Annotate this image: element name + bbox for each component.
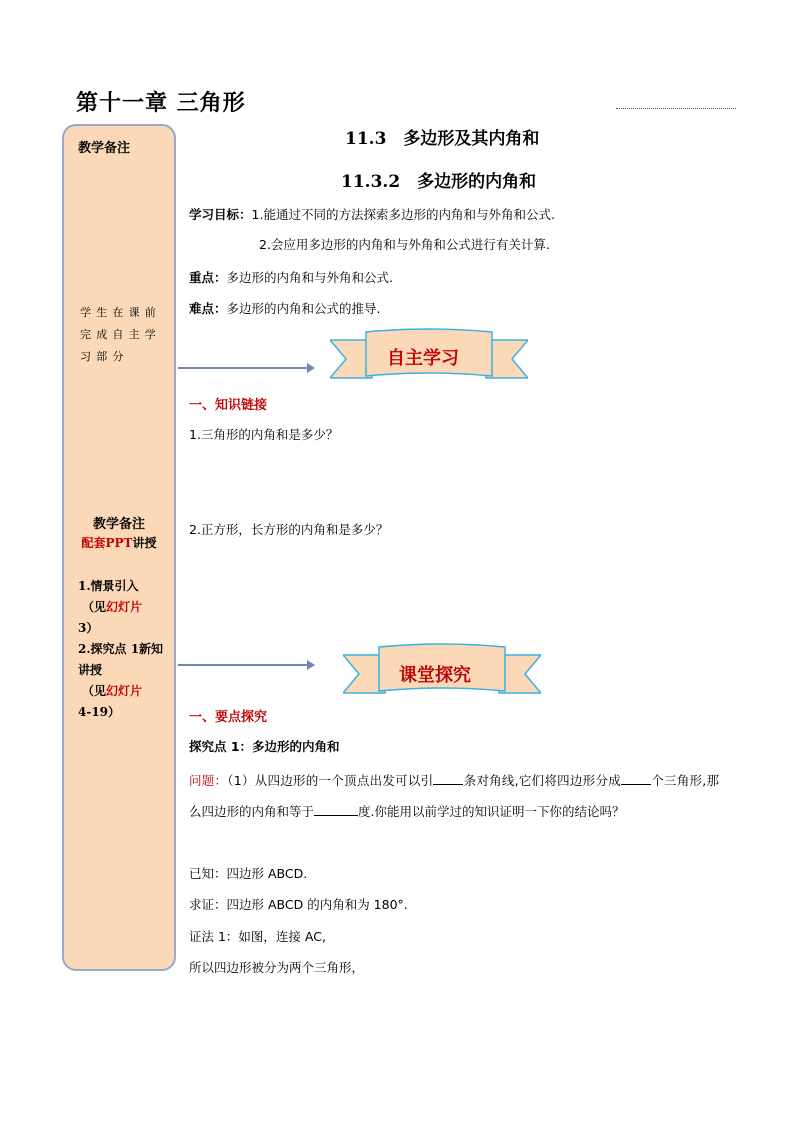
given-statement: 已知：四边形 ABCD.	[189, 866, 308, 881]
objective-1: 学习目标：1.能通过不同的方法探索多边形的内角和与外角和公式.	[189, 207, 555, 222]
blank-angle-sum[interactable]	[314, 801, 358, 816]
step1-ref: （见幻灯片	[82, 600, 143, 614]
difficult-point: 难点：多边形的内角和公式的推导.	[189, 301, 381, 316]
proof-conclusion: 所以四边形被分为两个三角形，	[189, 960, 365, 975]
key-point: 重点：多边形的内角和与外角和公式.	[189, 270, 393, 285]
arrow-to-banner-1	[178, 367, 313, 369]
proof-method-1: 证法 1：如图，连接 AC,	[189, 929, 326, 944]
section-heading: 11.3 多边形及其内角和	[345, 129, 540, 149]
sidebar-steps	[78, 576, 170, 723]
arrow-to-banner-2	[178, 664, 313, 666]
question-2: 2.正方形，长方形的内角和是多少？	[189, 522, 389, 537]
step1-ref-num: 3）	[78, 621, 99, 635]
sidebar-title: 教学备注	[78, 141, 131, 156]
ppt-suffix: 讲授	[132, 536, 157, 550]
sidebar-note: 学生在课前完成自主学习部分	[80, 306, 161, 363]
sidebar-ppt-note	[62, 534, 176, 551]
question-label: 问题：	[189, 773, 228, 788]
header-dotted-rule	[616, 108, 736, 109]
ppt-label: 配套PPT	[81, 536, 133, 550]
step1-label: 1.情景引入	[78, 579, 139, 593]
sidebar-title-2: 教学备注	[92, 517, 145, 532]
banner-classroom-inquiry	[343, 641, 541, 697]
chapter-title: 第十一章 三角形	[76, 91, 246, 116]
step2-ref-num: 4-19）	[78, 705, 121, 719]
banner-classroom-inquiry-label: 课堂探究	[399, 665, 471, 686]
blank-triangles[interactable]	[621, 770, 651, 785]
inquiry-point-title: 探究点 1：多边形的内角和	[189, 739, 340, 754]
key-inquiry-heading: 一、要点探究	[189, 710, 268, 725]
banner-self-study	[330, 326, 528, 382]
subsection-heading: 11.3.2 多边形的内角和	[341, 172, 537, 192]
step2-ref: （见幻灯片	[82, 684, 143, 698]
blank-diagonals[interactable]	[433, 770, 463, 785]
objective-2: 2.会应用多边形的内角和与外角和公式进行有关计算.	[259, 237, 550, 252]
inquiry-question: 问题：（1）从四边形的一个顶点出发可以引 条对角线,它们将四边形分成 个三角形,那么四边形的内角和等于 度.你能用以前学过的知识证明一下你的结论吗？	[189, 765, 719, 827]
question-1: 1.三角形的内角和是多少？	[189, 427, 339, 442]
prove-statement: 求证：四边形 ABCD 的内角和为 180°.	[189, 897, 408, 912]
knowledge-link-heading: 一、知识链接	[189, 398, 268, 413]
step2-label: 2.探究点 1新知讲授	[78, 642, 164, 677]
objectives-label: 学习目标：	[189, 207, 252, 222]
banner-self-study-label: 自主学习	[387, 348, 459, 369]
